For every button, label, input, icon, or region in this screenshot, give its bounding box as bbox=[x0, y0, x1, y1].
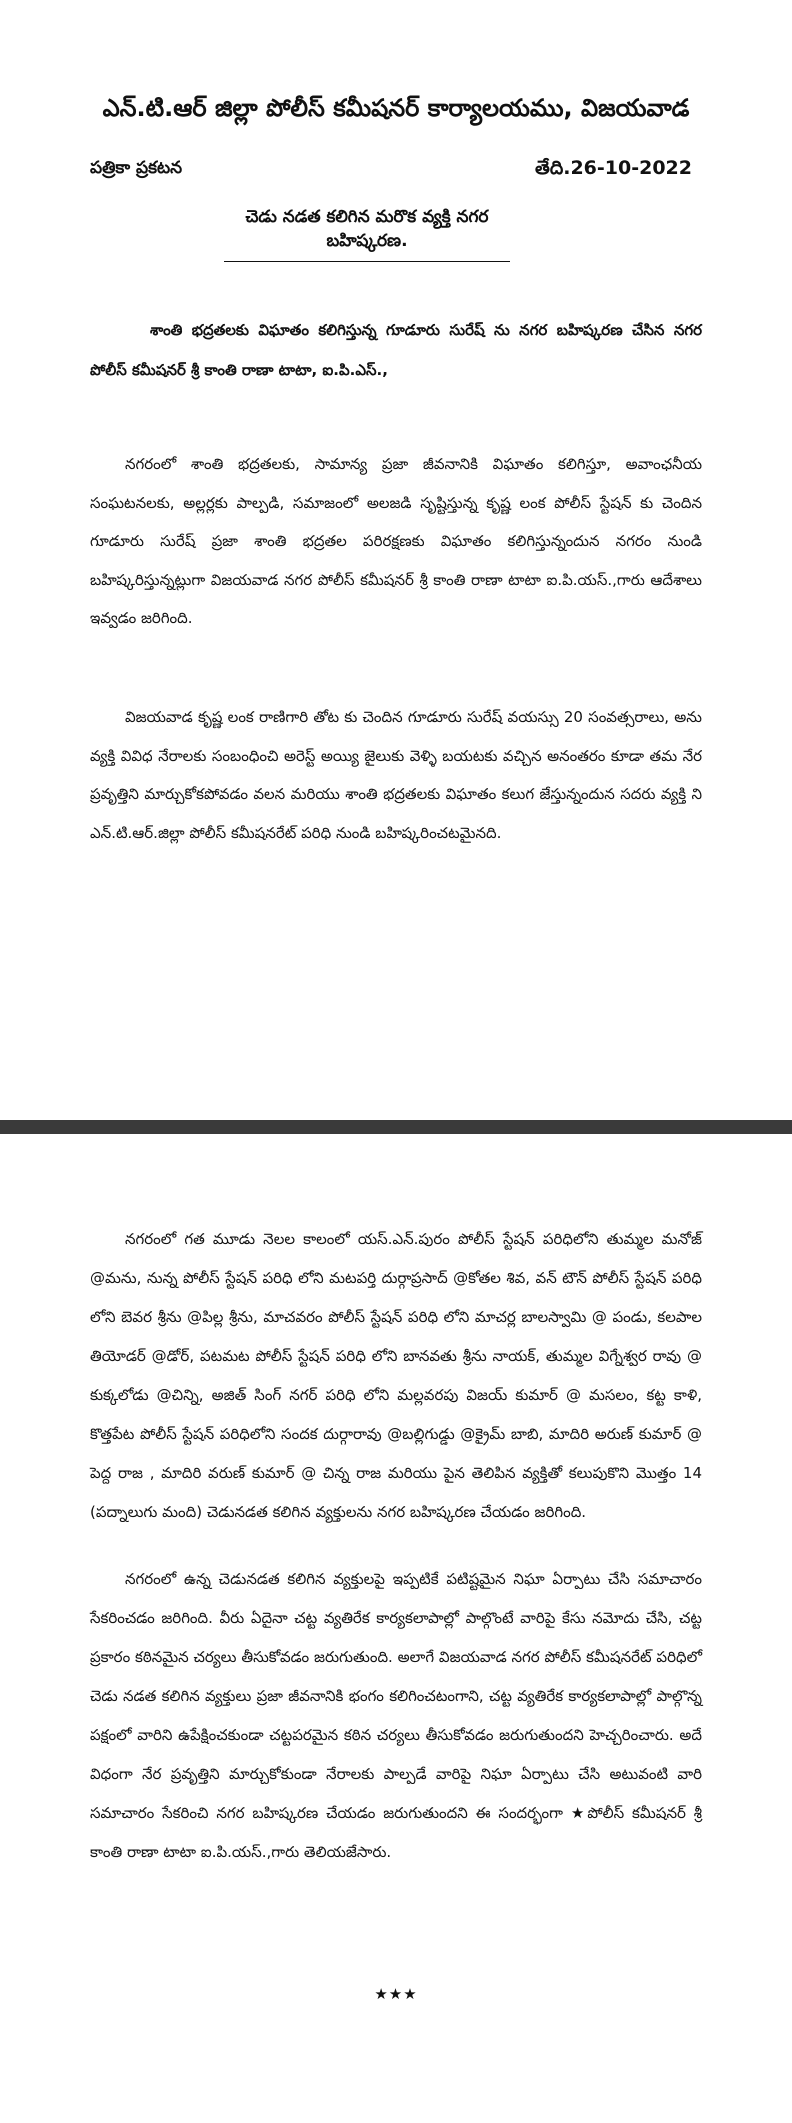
press-release-label: పత్రికా ప్రకటన bbox=[90, 158, 183, 178]
body-paragraph-1: నగరంలో శాంతి భద్రతలకు, సామాన్య ప్రజా జీవనానికి విఘాతం కలిగిస్తూ, అవాంఛనీయ సంఘటనలకు, అల్లర్లకు పాల్పడి, సమాజంలో అలజడి సృష్టిస్తున్న కృష్ణ లంక పోలీస్ స్టేషన్ కు చెందిన గూడూరు సురేష్ ప్రజా శాంతి భద్రతల పరిరక్షణకు విఘాతం కలిగిస్తున్నందున నగరం నుండి బహిష్కరిస్తున్నట్లుగా విజయవాడ నగర పోలీస్ కమీషనర్ శ్రీ కాంతి రాణా టాటా ఐ.పి.యస్.,గారు ఆదేశాలు ఇవ్వడం జరిగింది. bbox=[90, 455, 702, 627]
lead-paragraph: శాంతి భద్రతలకు విఘాతం కలిగిస్తున్న గూడూరు సురేష్ ను నగర బహిష్కరణ చేసిన నగర పోలీస్ కమీషనర్ శ్రీ కాంతి రాణా టాటా, ఐ.పి.ఎస్., bbox=[90, 321, 702, 379]
subject-heading: చెడు నడత కలిగిన మరొక వ్యక్తి నగర బహిష్కరణ. bbox=[224, 207, 510, 262]
body-paragraph-3: నగరంలో గత మూడు నెలల కాలంలో యస్.ఎన్.పురం పోలీస్ స్టేషన్ పరిధిలోని తుమ్మల మనోజ్ @మను, నున్న పోలీస్ స్టేషన్ పరిధి లోని మటపర్తి దుర్గాప్రసాద్ @కోతల శివ, వన్ టౌన్ పోలీస్ స్టేషన్ పరిధి లోని బెవర శ్రీను @పిల్ల శ్రీను, మాచవరం పోలీస్ స్టేషన్ పరిధి లోని మాచర్ల బాలస్వామి @ పండు, కలపాల తియోడర్ @డోర్, పటమట పోలీస్ స్టేషన్ పరిధి లోని బానవతు శ్రీను నాయక్, తుమ్మల విగ్నేశ్వర రావు @ కుక్కలోడు @చిన్ని, అజిత్ సింగ్ నగర్ పరిధి లోని మల్లవరపు విజయ్ కుమార్ @ మసలం, కట్ట కాళి, కొత్తపేట పోలీస్ స్టేషన్ పరిధిలోని సందక దుర్గారావు @బల్లిగుడ్డు @క్రైమ్ బాబి, మాదిరి అరుణ్ కుమార్ @ పెద్ద రాజ , మాదిరి వరుణ్ కుమార్ @ చిన్న రాజ మరియు పైన తెలిపిన వ్యక్తితో కలుపుకొని మొత్తం 14 (పద్నాలుగు మంది) చెడునడత కలిగిన వ్యక్తులను నగర బహిష్కరణ చేయడం జరిగింది. bbox=[90, 1230, 702, 1521]
office-title: ఎన్.టి.ఆర్ జిల్లా పోలీస్ కమీషనర్ కార్యాలయము, విజయవాడ bbox=[102, 94, 690, 122]
press-release-date: తేది.26-10-2022 bbox=[535, 157, 692, 179]
body-paragraph-2: విజయవాడ కృష్ణ లంక రాణిగారి తోట కు చెందిన గూడూరు సురేష్ వయస్సు 20 సంవత్సరాలు, అను వ్యక్తి వివిధ నేరాలకు సంబంధించి అరెస్ట్ అయ్యి జైలుకు వెళ్ళి బయటకు వచ్చిన అనంతరం కూడా తమ నేర ప్రవృత్తిని మార్చుకోకపోవడం వలన మరియు శాంతి భద్రతలకు విఘాతం కలుగ జేస్తున్నందున సదరు వ్యక్తి ని ఎన్.టి.ఆర్.జిల్లా పోలీస్ కమీషనరేట్ పరిధి నుండి బహిష్కరించటమైనది. bbox=[90, 708, 702, 842]
page-divider bbox=[0, 1120, 792, 1134]
body-paragraph-4: నగరంలో ఉన్న చెడునడత కలిగిన వ్యక్తులపై ఇప్పటికే పటిష్టమైన నిఘా ఏర్పాటు చేసి సమాచారం సేకరించడం జరిగింది. వీరు ఏదైనా చట్ట వ్యతిరేక కార్యకలాపాల్లో పాల్గొంటే వారిపై కేసు నమోదు చేసి, చట్ట ప్రకారం కఠినమైన చర్యలు తీసుకోవడం జరుగుతుంది. అలాగే విజయవాడ నగర పోలీస్ కమీషనరేట్ పరిధిలో చెడు నడత కలిగిన వ్యక్తులు ప్రజా జీవనానికి భంగం కలిగించటంగాని, చట్ట వ్యతిరేక కార్యకలాపాల్లో పాల్గొన్న పక్షంలో వారిని ఉపేక్షించకుండా చట్టపరమైన కఠిన చర్యలు తీసుకోవడం జరుగుతుందని హెచ్చరించారు. అదే విధంగా నేర ప్రవృత్తిని మార్చుకోకుండా నేరాలకు పాల్పడే వారిపై నిఘా ఏర్పాటు చేసి అటువంటి వారి సమాచారం సేకరించి నగర బహిష్కరణ చేయడం జరుగుతుందని ఈ సందర్భంగా ★పోలీస్ కమీషనర్ శ్రీ కాంతి రాణా టాటా ఐ.పి.యస్.,గారు తెలియజేసారు. bbox=[90, 1570, 702, 1861]
closing-stars: ★★★ bbox=[374, 1985, 418, 2003]
